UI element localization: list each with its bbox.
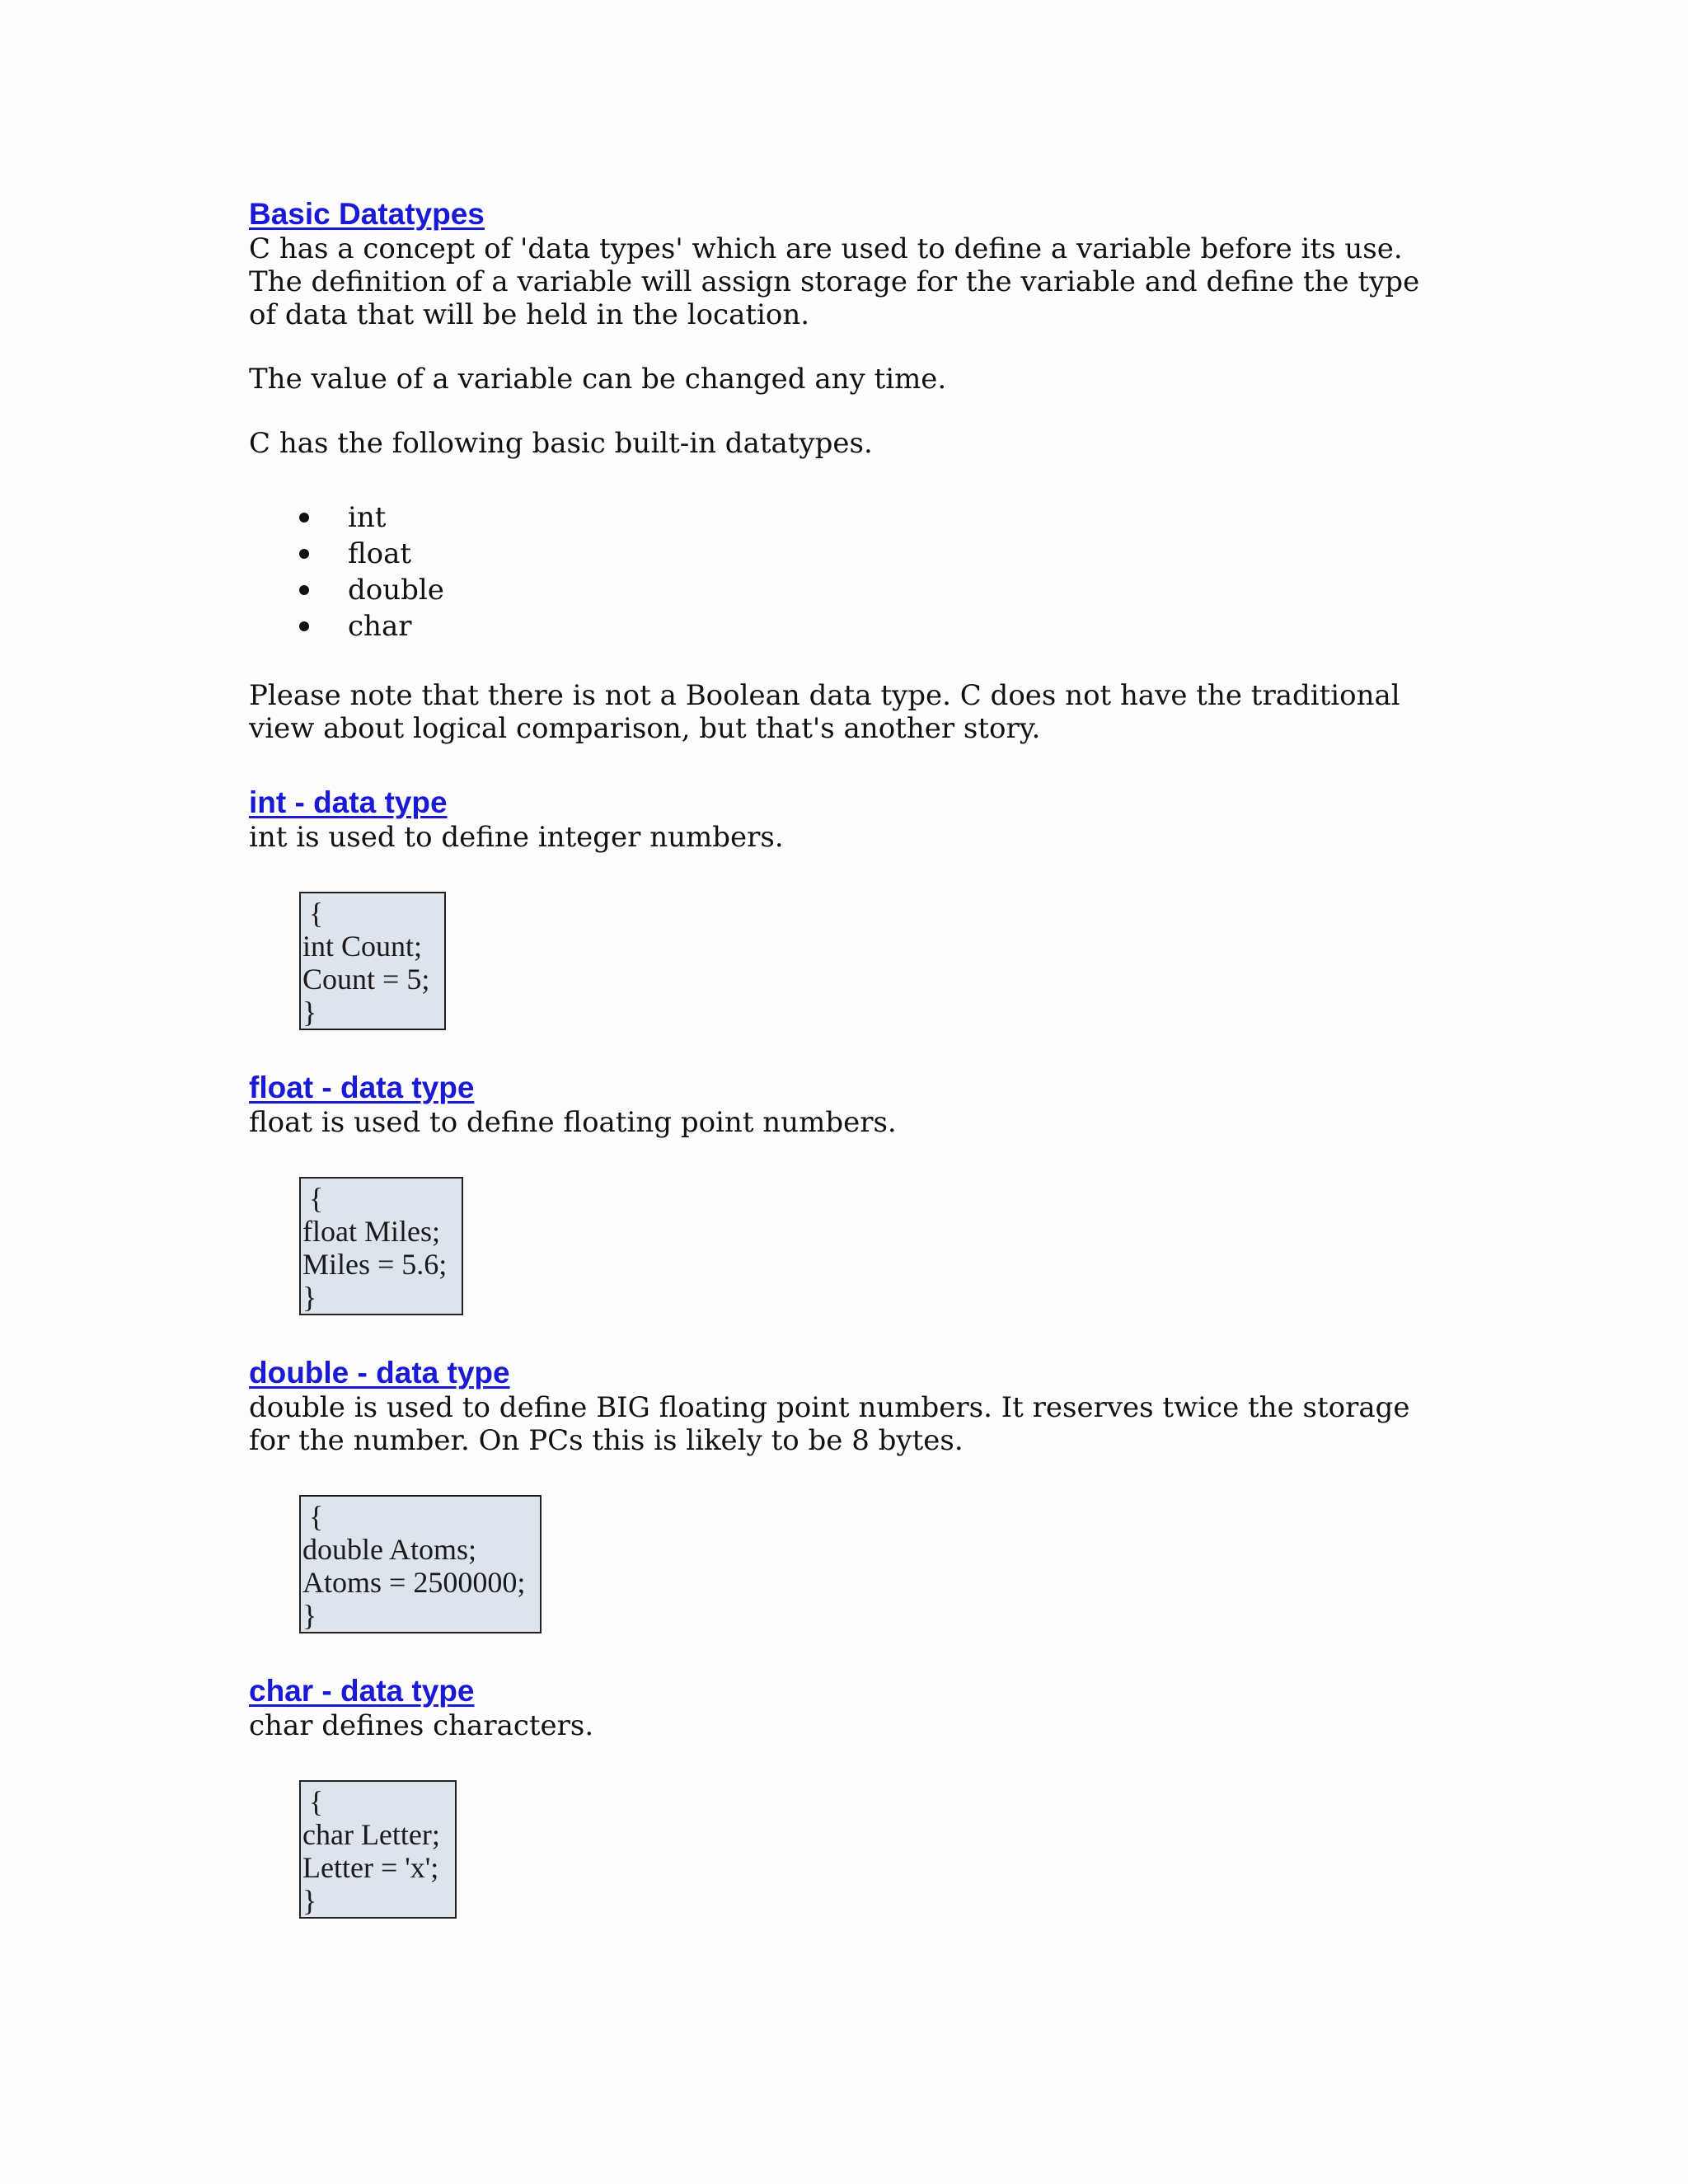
section-description: int is used to define integer numbers. [249, 821, 784, 854]
section-description: double is used to define BIG floating point numbers. It reserves twice the storage for the number. On PCs this is likely to be 8 bytes. [249, 1391, 1410, 1457]
variable-change-paragraph: The value of a variable can be changed any time. [249, 363, 947, 396]
list-item: float [249, 536, 1452, 572]
heading-int[interactable]: int - data type [249, 785, 448, 819]
code-block-float: { float Miles; Miles = 5.6; } [299, 1177, 463, 1315]
section-float [249, 1070, 1452, 1315]
document-page [249, 196, 1452, 1919]
list-item: double [249, 572, 1452, 608]
heading-char[interactable]: char - data type [249, 1674, 475, 1708]
list-item: char [249, 608, 1452, 644]
datatype-list [249, 499, 1452, 644]
code-block-int: { int Count; Count = 5; } [299, 892, 446, 1030]
section-int [249, 785, 1452, 1030]
code-block-char: { char Letter; Letter = 'x'; } [299, 1780, 457, 1919]
intro-paragraph: C has a concept of 'data types' which are used to define a variable before its use. The definition of a variable will assign storage for the variable and define the type of data that will be held in the location. [249, 232, 1420, 331]
heading-double[interactable]: double - data type [249, 1356, 510, 1390]
bullet-icon [299, 621, 309, 631]
builtin-types-paragraph: C has the following basic built-in datatypes. [249, 427, 873, 460]
heading-basic-datatypes[interactable]: Basic Datatypes [249, 197, 485, 231]
section-description: float is used to define floating point numbers. [249, 1106, 897, 1139]
section-description: char defines characters. [249, 1709, 594, 1742]
list-item: int [249, 499, 1452, 536]
heading-float[interactable]: float - data type [249, 1071, 475, 1104]
section-double [249, 1355, 1452, 1633]
bullet-icon [299, 585, 309, 595]
code-block-double: { double Atoms; Atoms = 2500000; } [299, 1495, 542, 1633]
boolean-note: Please note that there is not a Boolean data type. C does not have the traditional view about logical comparison, but that's another story. [249, 679, 1400, 745]
section-char [249, 1673, 1452, 1919]
bullet-icon [299, 549, 309, 559]
bullet-icon [299, 513, 309, 523]
